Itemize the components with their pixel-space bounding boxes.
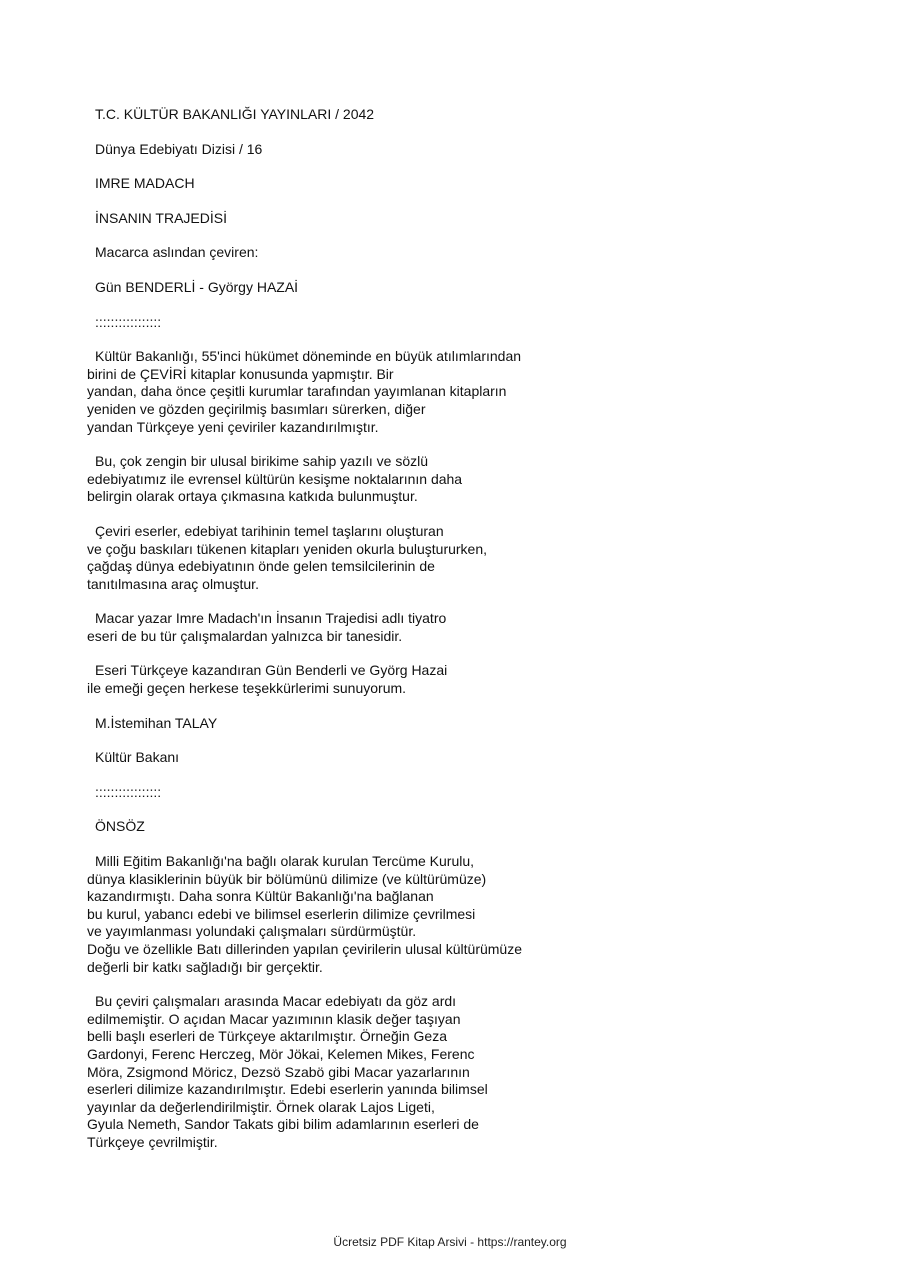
- paragraph: [87, 610, 607, 645]
- text-line: birini de ÇEVİRİ kitaplar konusunda yapmıştır. Bir: [87, 365, 394, 382]
- text-line: eserleri dilimize kazandırılmıştır. Edebi eserlerin yanında bilimsel: [87, 1081, 488, 1098]
- text-line: çağdaş dünya edebiyatının önde gelen temsilcilerinin de: [87, 558, 435, 575]
- paragraph: [87, 523, 607, 593]
- text-line: ve yayımlanması yolundaki çalışmaları sürdürmüştür.: [87, 923, 417, 940]
- text-line: Bu çeviri çalışmaları arasında Macar edebiyatı da göz ardı: [95, 993, 457, 1010]
- foreword-body: [87, 853, 607, 1152]
- signature-name: M.İstemihan TALAY: [95, 714, 218, 731]
- text-line: ve çoğu baskıları tükenen kitapları yeniden okurla buluştururken,: [87, 540, 488, 557]
- translators: Gün BENDERLİ - György HAZAİ: [95, 278, 299, 295]
- text-line: edebiyatımız ile evrensel kültürün kesişme noktalarının daha: [87, 470, 463, 487]
- text-line: yeniden ve gözden geçirilmiş basımları sürerken, diğer: [87, 400, 426, 417]
- foreword-heading: ÖNSÖZ: [95, 818, 145, 835]
- paragraph: [87, 993, 607, 1151]
- separator: :::::::::::::::::: [95, 313, 162, 330]
- book-title: İNSANIN TRAJEDİSİ: [95, 209, 227, 226]
- paragraph: [87, 853, 607, 976]
- text-line: dünya klasiklerinin büyük bir bölümünü dilimize (ve kültürümüze): [87, 870, 487, 887]
- page-content: [87, 106, 607, 1169]
- paragraph: [87, 453, 607, 506]
- text-line: Gyula Nemeth, Sandor Takats gibi bilim adamlarının eserleri de: [87, 1116, 479, 1133]
- series-line: Dünya Edebiyatı Dizisi / 16: [95, 140, 263, 157]
- text-line: yayınlar da değerlendirilmiştir. Örnek olarak Lajos Ligeti,: [87, 1098, 435, 1115]
- paragraph: [87, 662, 607, 697]
- minister-preface: [87, 348, 607, 698]
- author-name: IMRE MADACH: [95, 175, 195, 192]
- text-line: belli başlı eserleri de Türkçeye aktarılmıştır. Örneğin Geza: [87, 1028, 448, 1045]
- text-line: Çeviri eserler, edebiyat tarihinin temel taşlarını oluşturan: [95, 522, 444, 539]
- text-line: kazandırmıştı. Daha sonra Kültür Bakanlığı'na bağlanan: [87, 888, 434, 905]
- footer-text: Ücretsiz PDF Kitap Arsivi - https://rantey.org: [333, 1235, 567, 1249]
- text-line: Eseri Türkçeye kazandıran Gün Benderli ve Györg Hazai: [95, 662, 448, 679]
- paragraph: [87, 348, 607, 436]
- translated-from: Macarca aslından çeviren:: [95, 244, 259, 261]
- signature-title: Kültür Bakanı: [95, 749, 180, 766]
- text-line: Milli Eğitim Bakanlığı'na bağlı olarak kurulan Tercüme Kurulu,: [95, 853, 475, 870]
- text-line: bu kurul, yabancı edebi ve bilimsel eserlerin dilimize çevrilmesi: [87, 905, 476, 922]
- text-line: Macar yazar Imre Madach'ın İnsanın Trajedisi adlı tiyatro: [95, 610, 447, 627]
- text-line: değerli bir katkı sağladığı bir gerçektir.: [87, 958, 323, 975]
- text-line: Doğu ve özellikle Batı dillerinden yapılan çevirilerin ulusal kültürümüze: [87, 941, 522, 957]
- text-line: Bu, çok zengin bir ulusal birikime sahip yazılı ve sözlü: [95, 453, 429, 470]
- text-line: eseri de bu tür çalışmalardan yalnızca bir tanesidir.: [87, 627, 403, 644]
- text-line: Kültür Bakanlığı, 55'inci hükümet döneminde en büyük atılımlarından: [95, 348, 522, 365]
- text-line: yandan, daha önce çeşitli kurumlar tarafından yayımlanan kitapların: [87, 383, 507, 400]
- text-line: edilmemiştir. O açıdan Macar yazımının klasik değer taşıyan: [87, 1010, 461, 1027]
- text-line: ile emeği geçen herkese teşekkürlerimi sunuyorum.: [87, 680, 407, 697]
- text-line: Türkçeye çevrilmiştir.: [87, 1133, 218, 1150]
- text-line: tanıtılmasına araç olmuştur.: [87, 575, 259, 592]
- text-line: Möra, Zsigmond Möricz, Dezsö Szabö gibi Macar yazarlarının: [87, 1063, 470, 1080]
- text-line: yandan Türkçeye yeni çeviriler kazandırılmıştır.: [87, 418, 379, 435]
- separator: :::::::::::::::::: [95, 783, 162, 800]
- text-line: belirgin olarak ortaya çıkmasına katkıda bulunmuştur.: [87, 488, 418, 505]
- text-line: Gardonyi, Ferenc Herczeg, Mör Jökai, Kelemen Mikes, Ferenc: [87, 1045, 475, 1062]
- publisher-line: T.C. KÜLTÜR BAKANLIĞI YAYINLARI / 2042: [95, 106, 375, 122]
